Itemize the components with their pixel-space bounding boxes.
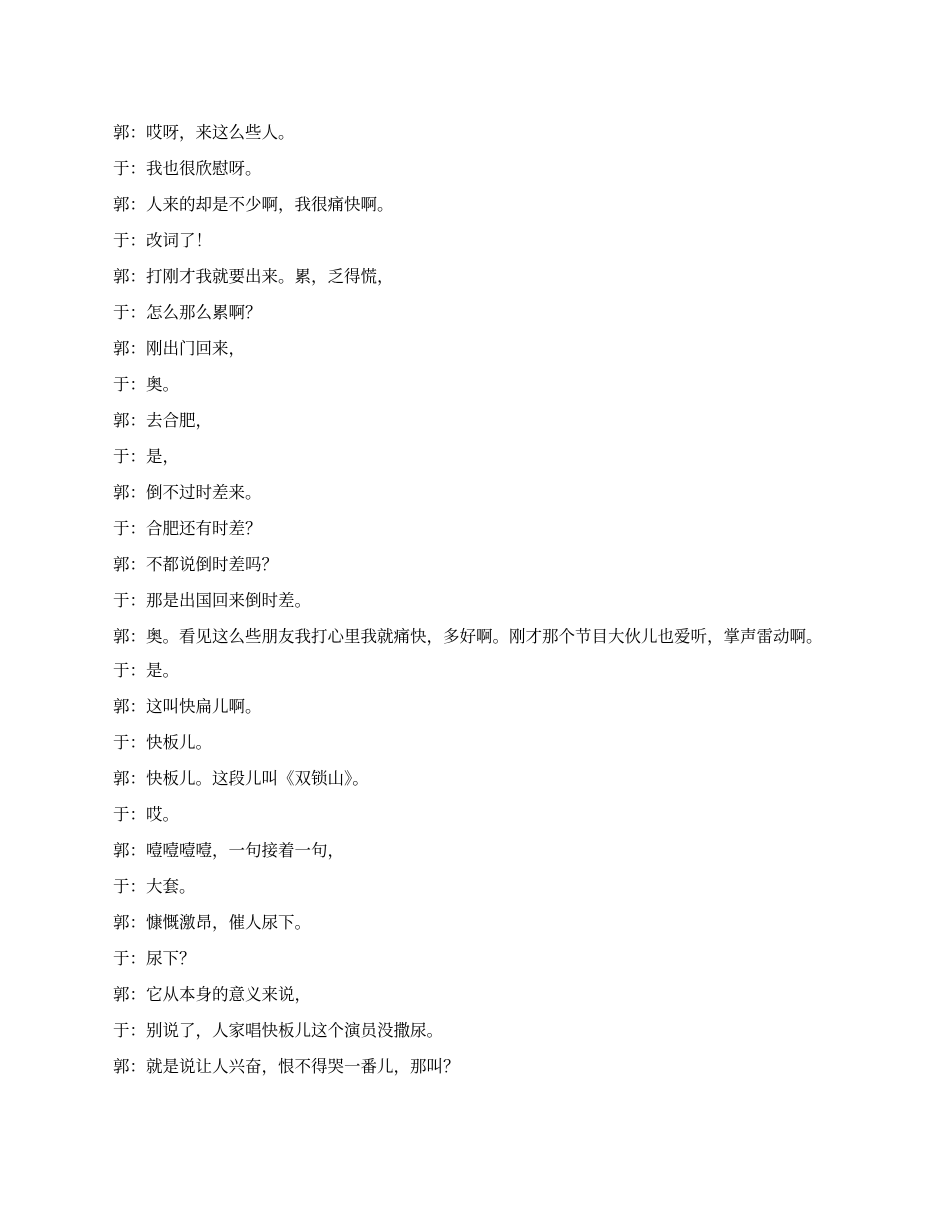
- dialogue-line: 于：怎么那么累啊？: [113, 303, 262, 322]
- dialogue-line: 郭：刚出门回来，: [113, 339, 245, 358]
- dialogue-line: 于：奥。: [113, 375, 179, 394]
- dialogue-line: 郭：奥。看见这么些朋友我打心里我就痛快，多好啊。刚才那个节目大伙儿也爱听，掌声雷动啊。: [113, 627, 823, 646]
- dialogue-line: 于：哎。: [113, 805, 179, 824]
- dialogue-line: 于：快板儿。: [113, 733, 212, 752]
- dialogue-line: 郭：它从本身的意义来说，: [113, 985, 311, 1004]
- dialogue-line: 郭：哎呀，来这么些人。: [113, 123, 295, 142]
- dialogue-line: 于：大套。: [113, 877, 196, 896]
- dialogue-line: 郭：不都说倒时差吗？: [113, 555, 278, 574]
- dialogue-line: 于：改词了！: [113, 231, 212, 250]
- dialogue-line: 郭：慷慨激昂，催人尿下。: [113, 913, 311, 932]
- dialogue-line: 于：是，: [113, 447, 179, 466]
- dialogue-line: 于：别说了，人家唱快板儿这个演员没撒尿。: [113, 1021, 443, 1040]
- dialogue-line: 郭：去合肥，: [113, 411, 212, 430]
- dialogue-line: 于：我也很欣慰呀。: [113, 159, 262, 178]
- dialogue-line: 郭：这叫快扁儿啊。: [113, 697, 262, 716]
- dialogue-line: 郭：就是说让人兴奋，恨不得哭一番儿，那叫？: [113, 1057, 460, 1076]
- dialogue-line: 于：是。: [113, 661, 179, 680]
- dialogue-line: 郭：倒不过时差来。: [113, 483, 262, 502]
- dialogue-line: 郭：快板儿。这段儿叫《双锁山》。: [113, 769, 369, 788]
- dialogue-line: 郭：人来的却是不少啊，我很痛快啊。: [113, 195, 394, 214]
- dialogue-line: 郭：噎噎噎噎，一句接着一句，: [113, 841, 344, 860]
- dialogue-script: [113, 122, 843, 1092]
- dialogue-line: 于：那是出国回来倒时差。: [113, 591, 311, 610]
- dialogue-line: 郭：打刚才我就要出来。累，乏得慌，: [113, 267, 394, 286]
- dialogue-line: 于：合肥还有时差？: [113, 519, 262, 538]
- dialogue-line: 于：尿下？: [113, 949, 196, 968]
